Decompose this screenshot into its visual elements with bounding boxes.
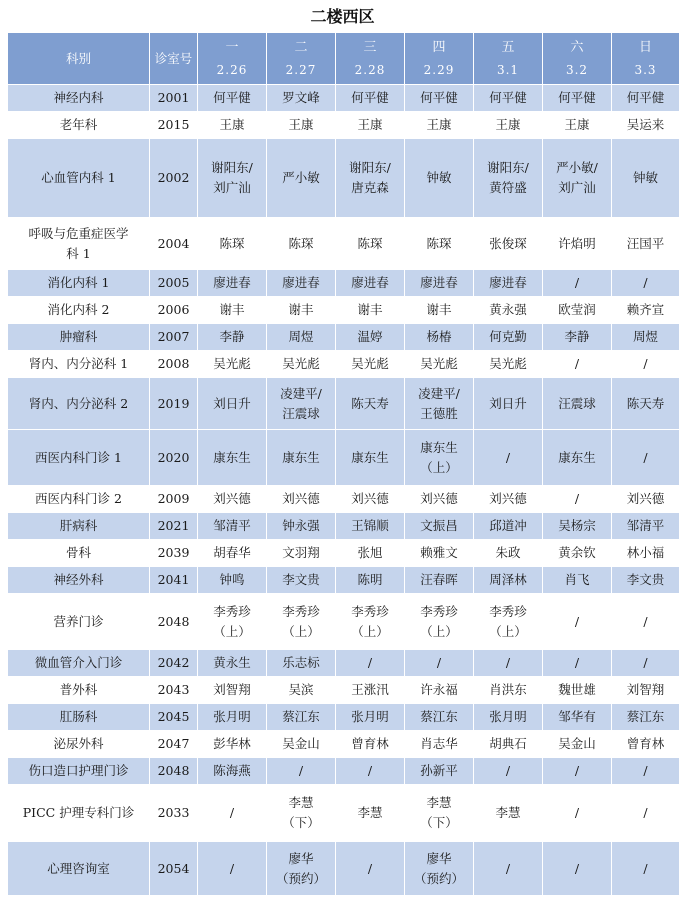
doctor-cell: / [474,650,543,677]
doctor-cell: 钟永强 [267,513,336,540]
doctor-cell: 刘智翔 [198,677,267,704]
doctor-cell: / [612,785,680,842]
doctor-cell: / [336,842,405,896]
table-row [8,430,680,486]
table-row [8,378,680,430]
header-weekday: 五 [501,39,515,55]
dept-cell: 神经内科 [8,85,150,112]
dept-cell: 肿瘤科 [8,324,150,351]
doctor-cell: 陈明 [336,567,405,594]
doctor-cell: 蔡江东 [612,704,680,731]
doctor-cell: 温婷 [336,324,405,351]
doctor-cell: 何克勤 [474,324,543,351]
doctor-cell: 李慧 [336,785,405,842]
header-day [198,33,267,85]
doctor-cell: 罗文峰 [267,85,336,112]
header-weekday: 日 [638,39,652,55]
doctor-cell: 吴光彪 [474,351,543,378]
doctor-cell: 邹清平 [198,513,267,540]
header-weekday: 六 [570,39,584,55]
table-row [8,785,680,842]
doctor-cell: 陈天寿 [612,378,680,430]
doctor-cell: 严小敏/ 刘广汕 [543,139,612,218]
doctor-cell: 王康 [336,112,405,139]
table-row [8,677,680,704]
doctor-cell: 廖进春 [336,270,405,297]
table-row [8,112,680,139]
dept-cell: 肾内、内分泌科 2 [8,378,150,430]
doctor-cell: 汪春晖 [405,567,474,594]
header-dept: 科别 [8,33,150,85]
dept-cell: 西医内科门诊 1 [8,430,150,486]
table-row [8,842,680,896]
doctor-cell: 谢丰 [198,297,267,324]
doctor-cell: / [336,758,405,785]
table-row [8,594,680,650]
dept-cell: 骨科 [8,540,150,567]
doctor-cell: 刘智翔 [612,677,680,704]
room-cell: 2020 [150,430,198,486]
doctor-cell: / [612,758,680,785]
dept-cell: 消化内科 2 [8,297,150,324]
doctor-cell: 周泽林 [474,567,543,594]
doctor-cell: 肖洪东 [474,677,543,704]
doctor-cell: 邹清平 [612,513,680,540]
doctor-cell: / [543,270,612,297]
doctor-cell: 康东生 [336,430,405,486]
doctor-cell: 廖华 （预约） [267,842,336,896]
doctor-cell: / [198,842,267,896]
table-row [8,218,680,270]
header-day [336,33,405,85]
table-row [8,540,680,567]
doctor-cell: 吴杨宗 [543,513,612,540]
doctor-cell: 钟鸣 [198,567,267,594]
table-row [8,324,680,351]
header-day [612,33,680,85]
doctor-cell: / [474,842,543,896]
doctor-cell: 谢丰 [267,297,336,324]
table-row [8,139,680,218]
page-title: 二楼西区 [310,7,375,26]
doctor-cell: 肖志华 [405,731,474,758]
doctor-cell: 吴运来 [612,112,680,139]
doctor-cell: 何平健 [336,85,405,112]
doctor-cell: 吴光彪 [198,351,267,378]
doctor-cell: / [543,842,612,896]
room-cell: 2015 [150,112,198,139]
doctor-cell: 廖进春 [267,270,336,297]
header-date: 2.27 [285,62,317,77]
dept-cell: 泌尿外科 [8,731,150,758]
doctor-cell: / [612,430,680,486]
doctor-cell: / [612,351,680,378]
doctor-cell: 何平健 [474,85,543,112]
doctor-cell: 何平健 [198,85,267,112]
header-date: 3.3 [634,62,657,77]
doctor-cell: 刘日升 [198,378,267,430]
doctor-cell: 张月明 [336,704,405,731]
doctor-cell: 张月明 [198,704,267,731]
room-cell: 2047 [150,731,198,758]
room-cell: 2007 [150,324,198,351]
doctor-cell: 何平健 [543,85,612,112]
doctor-cell: 孙新平 [405,758,474,785]
doctor-cell: 赖齐宣 [612,297,680,324]
doctor-cell: 许焰明 [543,218,612,270]
room-cell: 2048 [150,594,198,650]
header-weekday: 一 [225,39,239,55]
room-cell: 2054 [150,842,198,896]
doctor-cell: 王锦顺 [336,513,405,540]
doctor-cell: 陈天寿 [336,378,405,430]
doctor-cell: / [543,351,612,378]
doctor-cell: 周煜 [267,324,336,351]
doctor-cell: 许永福 [405,677,474,704]
doctor-cell: 谢阳东/ 黄符盛 [474,139,543,218]
doctor-cell: 谢丰 [336,297,405,324]
doctor-cell: 吴光彪 [405,351,474,378]
doctor-cell: 乐志标 [267,650,336,677]
dept-cell: 老年科 [8,112,150,139]
doctor-cell: 刘日升 [474,378,543,430]
doctor-cell: 胡春华 [198,540,267,567]
doctor-cell: 吴金山 [543,731,612,758]
table-row [8,351,680,378]
room-cell: 2041 [150,567,198,594]
doctor-cell: 陈琛 [198,218,267,270]
doctor-cell: 陈琛 [336,218,405,270]
room-cell: 2009 [150,486,198,513]
doctor-cell: 邹华有 [543,704,612,731]
dept-cell: 肝病科 [8,513,150,540]
room-cell: 2019 [150,378,198,430]
doctor-cell: 刘兴德 [612,486,680,513]
header-row [8,33,680,85]
doctor-cell: 汪震球 [543,378,612,430]
doctor-cell: 李秀珍 （上） [336,594,405,650]
room-cell: 2021 [150,513,198,540]
doctor-cell: 陈海燕 [198,758,267,785]
doctor-cell: 邱道冲 [474,513,543,540]
doctor-cell: 李秀珍 （上） [267,594,336,650]
doctor-cell: 钟敏 [612,139,680,218]
header-room: 诊室号 [150,33,198,85]
doctor-cell: 严小敏 [267,139,336,218]
schedule-body [8,85,680,896]
doctor-cell: 欧莹润 [543,297,612,324]
header-weekday: 三 [363,39,377,55]
header-weekday: 四 [432,39,446,55]
dept-cell: 呼吸与危重症医学 科 1 [8,218,150,270]
doctor-cell: 王康 [543,112,612,139]
doctor-cell: / [543,594,612,650]
doctor-cell: 康东生 [198,430,267,486]
room-cell: 2045 [150,704,198,731]
room-cell: 2005 [150,270,198,297]
doctor-cell: 凌建平/ 汪震球 [267,378,336,430]
doctor-cell: 王涨汛 [336,677,405,704]
doctor-cell: 谢丰 [405,297,474,324]
header-day [543,33,612,85]
table-row [8,85,680,112]
doctor-cell: / [543,758,612,785]
dept-cell: 消化内科 1 [8,270,150,297]
room-cell: 2002 [150,139,198,218]
header-day [267,33,336,85]
doctor-cell: 康东生 [543,430,612,486]
doctor-cell: 张旭 [336,540,405,567]
room-cell: 2042 [150,650,198,677]
doctor-cell: 赖雅文 [405,540,474,567]
doctor-cell: 李静 [543,324,612,351]
doctor-cell: / [612,842,680,896]
table-row [8,650,680,677]
dept-cell: 心理咨询室 [8,842,150,896]
doctor-cell: 林小福 [612,540,680,567]
doctor-cell: 王康 [474,112,543,139]
table-row [8,270,680,297]
doctor-cell: 文羽翔 [267,540,336,567]
doctor-cell: / [267,758,336,785]
table-row [8,486,680,513]
doctor-cell: 蔡江东 [267,704,336,731]
doctor-cell: 谢阳东/ 唐克森 [336,139,405,218]
room-cell: 2039 [150,540,198,567]
doctor-cell: / [474,758,543,785]
dept-cell: 心血管内科 1 [8,139,150,218]
doctor-cell: 李秀珍 （上） [198,594,267,650]
doctor-cell: 彭华林 [198,731,267,758]
doctor-cell: 李秀珍 （上） [474,594,543,650]
header-weekday: 二 [294,39,308,55]
dept-cell: 伤口造口护理门诊 [8,758,150,785]
dept-cell: 西医内科门诊 2 [8,486,150,513]
header-date: 2.29 [423,62,455,77]
doctor-cell: 何平健 [612,85,680,112]
doctor-cell: 吴金山 [267,731,336,758]
doctor-cell: 黄余钦 [543,540,612,567]
room-cell: 2006 [150,297,198,324]
doctor-cell: 廖华 （预约） [405,842,474,896]
dept-cell: 营养门诊 [8,594,150,650]
doctor-cell: 廖进春 [405,270,474,297]
doctor-cell: 李慧 （下） [405,785,474,842]
doctor-cell: 廖进春 [474,270,543,297]
table-row [8,297,680,324]
doctor-cell: 陈琛 [405,218,474,270]
doctor-cell: 李文贵 [612,567,680,594]
doctor-cell: 王康 [198,112,267,139]
doctor-cell: 刘兴德 [267,486,336,513]
doctor-cell: 汪国平 [612,218,680,270]
doctor-cell: 王康 [267,112,336,139]
header-date: 2.28 [354,62,386,77]
doctor-cell: / [336,650,405,677]
doctor-cell: 李秀珍 （上） [405,594,474,650]
doctor-cell: / [543,650,612,677]
doctor-cell: 张月明 [474,704,543,731]
doctor-cell: 吴滨 [267,677,336,704]
dept-cell: PICC 护理专科门诊 [8,785,150,842]
header-date: 2.26 [216,62,248,77]
table-row [8,704,680,731]
doctor-cell: / [474,430,543,486]
doctor-cell: 曾育林 [336,731,405,758]
dept-cell: 肛肠科 [8,704,150,731]
doctor-cell: 蔡江东 [405,704,474,731]
doctor-cell: 谢阳东/ 刘广汕 [198,139,267,218]
header-day [474,33,543,85]
room-cell: 2008 [150,351,198,378]
doctor-cell: 李文贵 [267,567,336,594]
table-row [8,758,680,785]
doctor-cell: / [405,650,474,677]
room-cell: 2043 [150,677,198,704]
doctor-cell: 黄永生 [198,650,267,677]
doctor-cell: 康东生 [267,430,336,486]
doctor-cell: / [612,594,680,650]
dept-cell: 神经外科 [8,567,150,594]
doctor-cell: 肖飞 [543,567,612,594]
doctor-cell: 刘兴德 [198,486,267,513]
doctor-cell: 杨椿 [405,324,474,351]
dept-cell: 普外科 [8,677,150,704]
room-cell: 2001 [150,85,198,112]
doctor-cell: 康东生 （上） [405,430,474,486]
table-row [8,513,680,540]
doctor-cell: 李慧 （下） [267,785,336,842]
dept-cell: 肾内、内分泌科 1 [8,351,150,378]
room-cell: 2033 [150,785,198,842]
doctor-cell: 凌建平/ 王德胜 [405,378,474,430]
header-date: 3.2 [565,62,589,77]
room-cell: 2048 [150,758,198,785]
doctor-cell: 刘兴德 [474,486,543,513]
doctor-cell: 刘兴德 [405,486,474,513]
room-cell: 2004 [150,218,198,270]
doctor-cell: 陈琛 [267,218,336,270]
doctor-cell: 李静 [198,324,267,351]
header-date: 3.1 [496,62,520,77]
doctor-cell: / [612,650,680,677]
doctor-cell: 刘兴德 [336,486,405,513]
doctor-cell: / [198,785,267,842]
doctor-cell: 魏世雄 [543,677,612,704]
doctor-cell: / [612,270,680,297]
doctor-cell: 胡典石 [474,731,543,758]
doctor-cell: 朱政 [474,540,543,567]
doctor-cell: 吴光彪 [336,351,405,378]
doctor-cell: / [543,785,612,842]
dept-cell: 微血管介入门诊 [8,650,150,677]
doctor-cell: 张俊琛 [474,218,543,270]
table-row [8,567,680,594]
doctor-cell: 黄永强 [474,297,543,324]
doctor-cell: 廖进春 [198,270,267,297]
schedule-table [7,32,680,896]
doctor-cell: 吴光彪 [267,351,336,378]
doctor-cell: 文振昌 [405,513,474,540]
doctor-cell: 何平健 [405,85,474,112]
doctor-cell: 周煜 [612,324,680,351]
doctor-cell: 李慧 [474,785,543,842]
doctor-cell: 曾育林 [612,731,680,758]
doctor-cell: / [543,486,612,513]
doctor-cell: 钟敏 [405,139,474,218]
table-row [8,731,680,758]
doctor-cell: 王康 [405,112,474,139]
header-day [405,33,474,85]
